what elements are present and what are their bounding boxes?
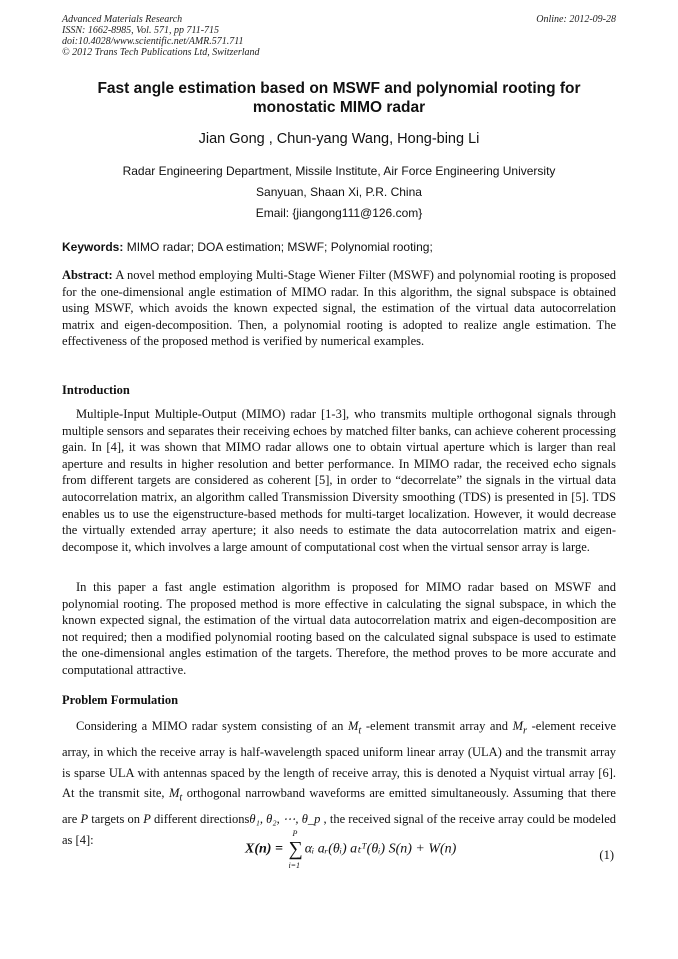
keywords-label: Keywords: [62,240,124,254]
symbol-Mr [512,719,528,737]
symbol-M: M [168,786,180,801]
symbol-Mt-2 [168,786,183,804]
sum-lower-limit: i=1 [288,861,301,870]
problem-formulation-heading: Problem Formulation [62,693,179,707]
equation-lhs: X(n) = [245,841,287,857]
journal-doi: doi:10.4028/www.scientific.net/AMR.571.711 [62,36,244,47]
affiliation-line-2: Sanyuan, Shaan Xi, P.R. China [256,185,422,199]
title-line-1: Fast angle estimation based on MSWF and polynomial rooting for [97,80,581,97]
pf-text-1: Considering a MIMO radar system consisting of an [76,719,348,733]
symbol-P: P [80,812,89,827]
journal-copyright: © 2012 Trans Tech Publications Ltd, Switzerland [62,47,260,58]
paper-title [62,79,616,117]
title-line-2: monostatic MIMO radar [252,99,426,116]
subscript-r: r [522,725,528,737]
introduction-paragraph-2: In this paper a fast angle estimation algorithm is proposed for MIMO radar based on MSWF and polynomial rooting. The proposed method is more effective in calculating the signal subspace, in which the known expected signal, the estimation of the virtual data autocorrelation matrix and eigen-decomposition are not required; then a modified polynomial rooting based on the calculated signal subspace is used to estimate the one-dimensional angles estimation of the targets. Therefore, the method proves to be more accurate and computational attractive. [62,580,616,677]
equation-1 [245,829,457,870]
symbol-M: M [512,719,523,733]
equation-rhs: αᵢ aᵣ(θᵢ) aₜᵀ(θᵢ) S(n) + W(n) [304,841,457,857]
summation-symbol: ∑ P i=1 [288,829,303,870]
symbol-P-2: P [143,812,151,827]
directions-theta: θ₁, θ₂, ⋯, θ_p [249,812,321,827]
symbol-M: M [347,719,359,733]
journal-header [62,14,616,58]
journal-issn: ISSN: 1662-8985, Vol. 571, pp 711-715 [62,25,220,36]
introduction-heading: Introduction [62,383,130,397]
equation-number: (1) [599,848,614,862]
keywords [62,240,616,254]
authors: Jian Gong , Chun-yang Wang, Hong-bing Li [198,131,480,147]
keywords-text: MIMO radar; DOA estimation; MSWF; Polynomial rooting; [123,240,433,254]
pf-text-6: different directions [150,812,250,827]
symbol-Mt [347,719,362,737]
pf-text-4: orthogonal narrowband waveforms are emitted simultaneously. Assuming that there are [62,786,616,827]
abstract-label: Abstract: [62,268,113,282]
problem-formulation-paragraph [62,716,616,851]
affiliation-line-1: Radar Engineering Department, Missile Institute, Air Force Engineering University [122,164,556,178]
subscript-t: t [358,725,362,737]
pf-text-7: , the received signal of the receive array could be modeled as [4]: [62,812,616,847]
introduction-paragraph-1: Multiple-Input Multiple-Output (MIMO) radar [1-3], who transmits multiple orthogonal signals through multiple sensors and separates their receiving echoes by matched filter banks, can achieve coherent processing gain. In [4], it was shown that MIMO radar allows one to obtain virtual aperture which is larger than real aperture and results in higher resolution and better performance. In MIMO radar, the received echo signals from different targets are considered as coherent [5], in order to “decorrelate” the signals in the virtual data autocorrelation matrix, an algorithm called Transmission Diversity smoothing (TDS) is presented in [5]. TDS enables us to use the eigenstructure-based methods for multi-target localization. However, it would decrease the virtually extended array aperture; it also needs to estimate the data autocorrelation matrix and eigen-decompose it, which involves a large amount of computational cost when the virtual sensor array is large. [62,407,616,554]
abstract [62,267,616,350]
pf-text-2: -element transmit array and [361,719,513,733]
subscript-t: t [179,792,183,804]
sum-upper-limit: P [292,829,298,838]
pf-text-3: -element receive array, in which the receive array is half-wavelength spaced uniform linear array (ULA) and the transmit array is sparse ULA with antennas spaced by the length of receive array, this is denoted a Nyquist virtual array [6]. At the transmit site, [62,719,616,801]
pf-text-5: targets on [88,812,144,827]
journal-name: Advanced Materials Research [62,14,183,25]
online-date: Online: 2012-09-28 [536,14,616,25]
abstract-text: A novel method employing Multi-Stage Wiener Filter (MSWF) and polynomial rooting is proposed for the one-dimensional angle estimation of MIMO radar. In this algorithm, the signal subspace is obtained using MSWF, which avoids the known expected signal, the estimation of the virtual data autocorrelation matrix and eigen-decomposition. Then, a polynomial rooting is adopted to realize angle estimation. The effectiveness of the proposed method is verified by numerical examples. [62,268,616,349]
affiliation-email: Email: {jiangong111@126.com} [255,206,423,220]
